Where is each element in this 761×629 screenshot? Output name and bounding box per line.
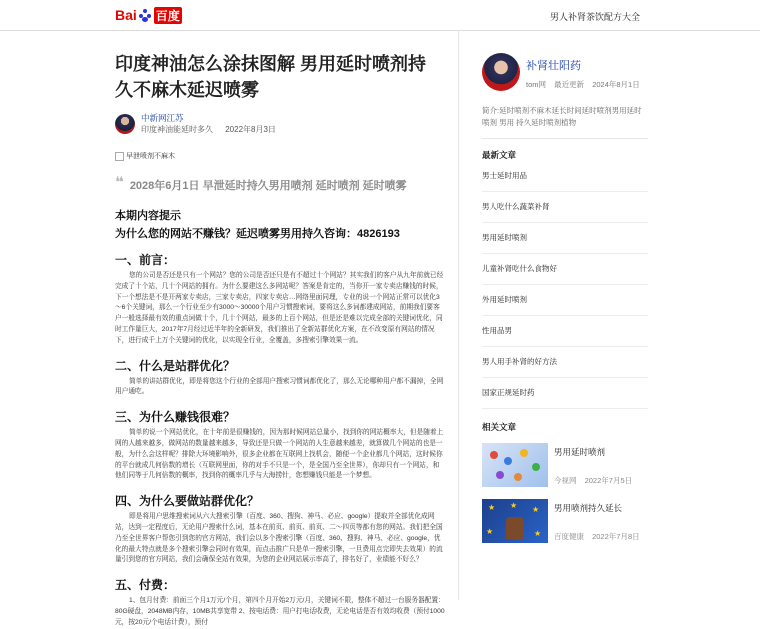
article-subtitle: 本期内容提示: [115, 210, 181, 222]
star-icon: ★: [532, 505, 540, 514]
article-title: 印度神油怎么涂抹图解 男用延时喷剂持久不麻木延迟喷雾: [115, 54, 426, 100]
related-thumbnail[interactable]: [482, 443, 548, 487]
article-author: [115, 113, 445, 135]
gavel-shape: [506, 517, 524, 539]
thumb-dot: [490, 451, 498, 459]
related-title[interactable]: 男用喷剂持久延长: [554, 503, 623, 513]
section-text: 简单的说一个网站优化，在十年前是很赚钱的，因为那时候网站总量小，找到你的网站概率大，但是随着上网的人越来越多，做网站的数量越来越多，导致还是只做一个网站的人生意越来越差，就算做几个网站的也是一般，为什么会这样呢？排除大环境影响外，很多企业都在互联网上找机会，随便一个企业都几个网站，这时候你的平台就成几何倍数的增长（互联网里面，你的对手不只是一个，是全国乃至全世界），你却只有一个网站，和他们同等于几何倍数的概率，找到你的概率几乎与大海捞针，您想赚钱只能是一个梦想。: [115, 429, 444, 480]
latest-heading: 最新文章: [482, 150, 517, 160]
sidebar-author-source: tom网: [526, 80, 547, 89]
image-alt-text: 早泄喷剂不麻木: [126, 153, 175, 160]
related-source: 百度健康: [554, 532, 584, 541]
quote-icon: ❝: [115, 174, 124, 191]
section-heading: 一、前言：: [115, 253, 176, 267]
thumb-dot: [504, 457, 512, 465]
broken-image-icon: [115, 152, 124, 161]
star-icon: ★: [486, 527, 494, 536]
article-main: [115, 30, 445, 626]
latest-item[interactable]: 国家正规延时药: [482, 378, 648, 409]
related-heading: 相关文章: [482, 422, 517, 432]
sidebar-recent-date: 2024年8月1日: [592, 80, 640, 89]
latest-item[interactable]: 外用延时喷剂: [482, 285, 648, 316]
star-icon: ★: [534, 529, 542, 538]
related-thumbnail[interactable]: [482, 499, 548, 543]
star-icon: ★: [488, 503, 496, 512]
section-heading: 二、什么是站群优化？: [115, 358, 236, 373]
star-icon: ★: [510, 501, 518, 510]
logo-text-right: 百度: [155, 8, 180, 23]
section-text: 您的公司是否还是只有一个网站？您的公司是否还只是有不超过十个网站？其实我们的客户从九年前就已经完成了十个站，几十个网站的拥有。为什么要建这么多网站呢？答案是肯定的，当你开一家专卖店赚钱的时候，下一个想法是不是开两家专卖店，三家专卖店，四家专卖店…网络里面同理，专业的说一个网站正常可以优化3～6个关键词，那么一个行业至少有3000～30000个用户习惯搜索词，要将这么多词都建成网站，前期我们要客户一般选择最有效的重点词做十个，几十个网站，最多的上百个网站，但是还是难以完成全部的关键词优化，同时工作量巨大，2017年7月经过近半年的全新研发，我们推出了全新站群优化方案，在不改变原有网站的情况下，进行成千上万个关键词的优化，以实现全行业，全覆盖，多搜索引擎效果一流。: [115, 272, 444, 344]
latest-item[interactable]: 男人用手补肾的好方法: [482, 347, 648, 378]
thumb-dot: [496, 471, 504, 479]
baidu-logo[interactable]: [115, 6, 182, 24]
quote-text: 2028年6月1日 早泄延时持久男用喷剂 延时喷剂 延时喷雾: [129, 180, 407, 192]
related-source: 今视网: [554, 476, 577, 485]
top-bar: [0, 0, 760, 31]
author-tag: 印度神油能延时多久: [141, 125, 213, 134]
latest-item[interactable]: 男士延时用品: [482, 161, 648, 192]
related-date: 2022年7月8日: [592, 532, 640, 541]
related-date: 2022年7月5日: [584, 476, 633, 485]
author-avatar[interactable]: [115, 114, 135, 134]
related-card[interactable]: [482, 443, 761, 487]
article-quote: [115, 174, 445, 193]
sidebar-recent-label: 最近更新: [554, 80, 585, 89]
section-text: 简单的讲站群优化，即是将您这个行业的全部用户搜索习惯词都优化了，那么无论哪种用户都不漏掉，全网用户通吃。: [115, 377, 444, 396]
section-heading: 四、为什么要做站群优化？: [115, 494, 260, 509]
latest-list: [482, 161, 648, 409]
section-text: 1、包月付费：前面三个月1万元/个月，第四个月开始2万元/月，关键词不限，整体不超过一台服务器配置：80G硬盘，2048MB内存，10MB共享宽带 2、按电话费：用户打电话收费，无论电话是否有效均收费（预付1000元，按20元/个电话计费），预付: [115, 597, 445, 626]
section-heading: 三、为什么赚钱很难？: [115, 410, 236, 425]
latest-item[interactable]: 男用延时喷剂: [482, 223, 648, 254]
sidebar-author: [482, 53, 761, 91]
related-card[interactable]: [482, 499, 761, 543]
top-link[interactable]: 男人补肾茶饮配方大全: [549, 12, 640, 22]
paw-icon: [138, 8, 152, 22]
sidebar-author-name[interactable]: 补肾壮阳药: [526, 60, 581, 72]
section-text: 即是将用户思维搜索词从六大搜索引擎（百度、360、搜狗、神马、必应、google）提取并全部优化成网站，达到一定程度后，无论用户搜索什么词，基本在前页、前页、前页、二～四页等都有您的网站。我们把全国乃至全世界客户帮您引到您的官方网站，我们会以多个搜索引擎（百度、360、搜狗、神马、必应、google，优化的最大特点就是多个搜索引擎会同时有效果，而点击推广只是单一搜索引擎，一旦费用点完即失去效果）的流量引到您的官方网站，我们会确保全站有效果，为您的企业网站展示率高了，排名好了，业绩能不好么？: [115, 513, 443, 564]
sidebar-author-avatar[interactable]: [482, 53, 520, 91]
logo-text-left: Bai: [115, 7, 137, 23]
related-title[interactable]: 男用延时喷剂: [554, 447, 606, 457]
section-heading: 五、付费：: [115, 578, 176, 593]
sidebar: [458, 30, 761, 600]
thumb-dot: [514, 473, 522, 481]
author-name[interactable]: 中新网江苏: [141, 113, 184, 123]
sidebar-intro: 简介:延时喷剂不麻木延长时间延时喷剂男用延时喷剂 男用 持久延时喷剂植物: [482, 105, 648, 139]
broken-image: [115, 151, 445, 161]
article-date: 2022年8月3日: [225, 125, 276, 134]
latest-item[interactable]: 性用品男: [482, 316, 648, 347]
latest-item[interactable]: 儿童补肾吃什么食物好: [482, 254, 648, 285]
thumb-dot: [520, 449, 528, 457]
latest-item[interactable]: 男人吃什么蔬菜补肾: [482, 192, 648, 223]
thumb-dot: [532, 463, 540, 471]
article-subtitle-contact: 为什么您的网站不赚钱？延迟喷雾男用持久咨询：4826193: [115, 228, 400, 240]
